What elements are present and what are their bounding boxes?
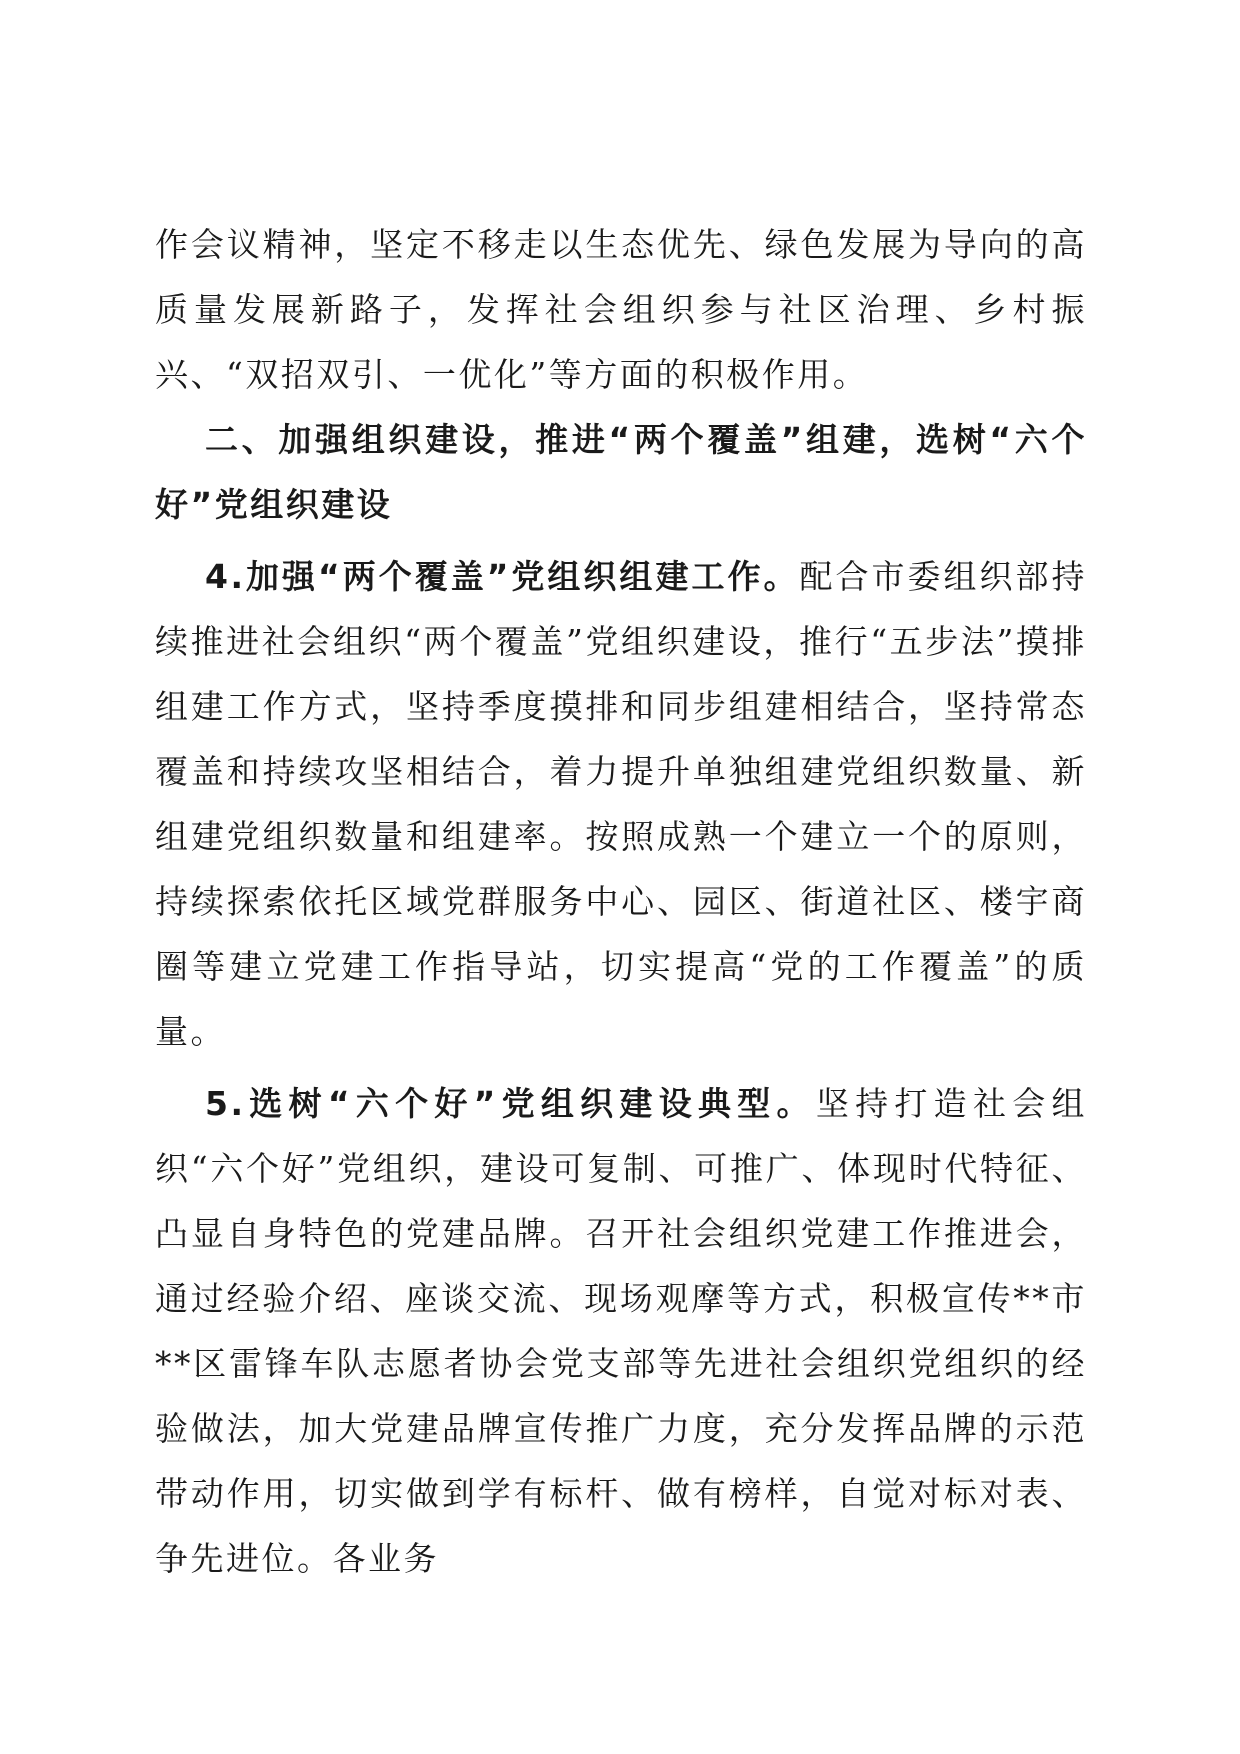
item-body: 坚持打造社会组织“六个好”党组织，建设可复制、可推广、体现时代特征、凸显自身特色的党建品牌。召开社会组织党建工作推进会，通过经验介绍、座谈交流、现场观摩等方式，积极宣传**市**区雷锋车队志愿者协会党支部等先进社会组织党组织的经验做法，加大党建品牌宣传推广力度，充分发挥品牌的示范带动作用，切实做到学有标杆、做有榜样，自觉对标对表、争先进位。各业务 — [155, 1084, 1088, 1578]
section-heading: 二、加强组织建设，推进“两个覆盖”组建，选树“六个好”党组织建设 — [155, 420, 1087, 524]
item-paragraph — [155, 1071, 1087, 1591]
body-paragraph: 作会议精神，坚定不移走以生态优先、绿色发展为导向的高质量发展新路子，发挥社会组织参与社区治理、乡村振兴、“双招双引、一优化”等方面的积极作用。 — [155, 225, 1087, 394]
item-body: 配合市委组织部持续推进社会组织“两个覆盖”党组织建设，推行“五步法”摸排组建工作方式，坚持季度摸排和同步组建相结合，坚持常态覆盖和持续攻坚相结合，着力提升单独组建党组织数量、新组建党组织数量和组建率。按照成熟一个建立一个的原则，持续探索依托区域党群服务中心、园区、街道社区、楼宇商圈等建立党建工作指导站，切实提高“党的工作覆盖”的质量。 — [155, 557, 1088, 1051]
item-lead: 4.加强“两个覆盖”党组织组建工作。 — [205, 557, 800, 596]
item-paragraph — [155, 544, 1087, 1064]
document-page — [155, 212, 1087, 1591]
item-lead: 5.选树“六个好”党组织建设典型。 — [205, 1084, 816, 1123]
